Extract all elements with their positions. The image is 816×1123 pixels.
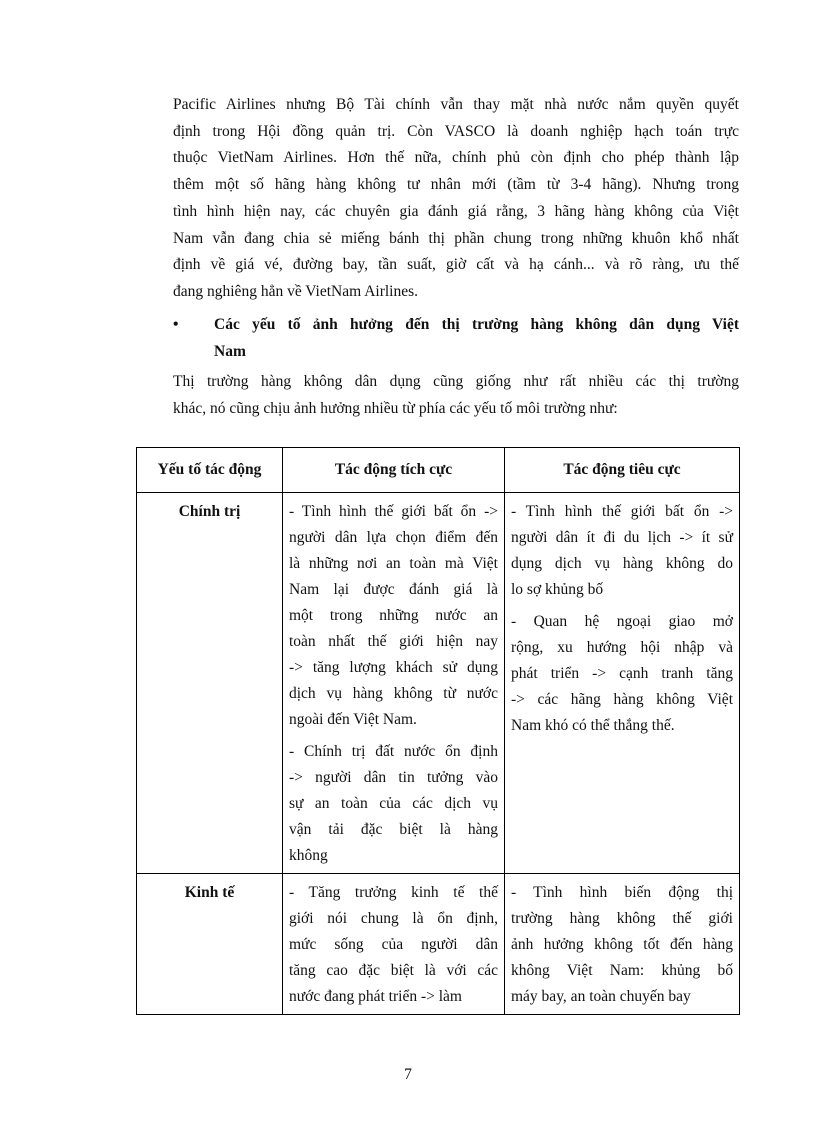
- cell-line: là những nơi an toàn mà Việt: [289, 555, 498, 572]
- cell-line: sự an toàn của các dịch vụ: [289, 795, 498, 812]
- cell-line: rộng, xu hướng hội nhập và: [511, 639, 733, 656]
- cell-line: dịch vụ hàng không từ nước: [289, 685, 498, 702]
- cell-line: ngoài đến Việt Nam.: [289, 711, 417, 728]
- cell-line: toàn nhất thế giới hiện nay: [289, 633, 498, 650]
- cell-line: vận tải đặc biệt là hàng: [289, 821, 498, 838]
- paragraph-line: Nam vẫn đang chia sẻ miếng bánh thị phần chung trong những khuôn khổ nhất: [173, 229, 739, 247]
- cell-line: người dân lựa chọn điểm đến: [289, 529, 498, 546]
- table-row: [137, 493, 740, 874]
- intro-paragraph: [173, 92, 739, 306]
- lead-paragraph: [173, 369, 739, 422]
- header-positive: Tác động tích cực: [283, 448, 505, 493]
- cell-line: người dân ít đi du lịch -> ít sử: [511, 529, 733, 546]
- cell-line: tăng cao đặc biệt là với các: [289, 962, 498, 979]
- bullet-heading-text: [214, 312, 739, 365]
- paragraph-line: định về giá vé, đường bay, tần suất, giờ cất và hạ cánh... và rõ ràng, ưu thế: [173, 256, 739, 274]
- cell-line: - Tình hình biến động thị: [511, 884, 733, 901]
- positive-paragraph: [289, 880, 498, 1010]
- cell-line: mức sống của người dân: [289, 936, 498, 953]
- bullet-line: Các yếu tố ảnh hưởng đến thị trường hàng không dân dụng Việt: [214, 316, 739, 333]
- cell-line: - Chính trị đất nước ổn định: [289, 743, 498, 760]
- positive-cell: [283, 874, 505, 1015]
- cell-line: - Tăng trưởng kinh tế thế: [289, 884, 498, 901]
- negative-paragraph: [511, 880, 733, 1010]
- positive-cell: [283, 493, 505, 874]
- cell-line: không: [289, 847, 328, 864]
- bullet-line: Nam: [214, 342, 246, 360]
- paragraph-line: định trong Hội đồng quản trị. Còn VASCO là doanh nghiệp hạch toán trực: [173, 122, 739, 140]
- paragraph-line: thuộc VietNam Airlines. Hơn thế nữa, chính phủ còn định cho phép thành lập: [173, 149, 739, 167]
- factor-name: Chính trị: [178, 503, 241, 520]
- cell-line: giới nói chung là ổn định,: [289, 910, 498, 927]
- paragraph-line: thêm một số hãng hàng không tư nhân mới (tầm từ 3-4 hãng). Nhưng trong: [173, 176, 739, 194]
- factor-cell: [137, 874, 283, 1015]
- cell-line: Nam khó có thể thắng thế.: [511, 717, 675, 734]
- paragraph-line: khác, nó cũng chịu ảnh hưởng nhiều từ phía các yếu tố môi trường như:: [173, 399, 618, 417]
- cell-line: lo sợ khủng bố: [511, 581, 604, 598]
- cell-line: một trong những nước an: [289, 607, 498, 624]
- cell-line: nước đang phát triển -> làm: [289, 988, 462, 1005]
- cell-line: dụng dịch vụ hàng không do: [511, 555, 733, 572]
- cell-line: phát triển -> cạnh tranh tăng: [511, 665, 733, 682]
- negative-cell: [505, 874, 740, 1015]
- paragraph-line: tình hình hiện nay, các chuyên gia đánh giá rằng, 3 hãng hàng không của Việt: [173, 202, 739, 220]
- header-factor: Yếu tố tác động: [137, 448, 283, 493]
- cell-line: -> các hãng hàng không Việt: [511, 691, 733, 708]
- paragraph-line: Thị trường hàng không dân dụng cũng giống như rất nhiều các thị trường: [173, 373, 739, 390]
- cell-line: -> tăng lượng khách sử dụng: [289, 659, 498, 676]
- table-header-row: [137, 448, 740, 493]
- cell-line: Nam lại được đánh giá là: [289, 581, 498, 598]
- cell-line: - Tình hình thế giới bất ổn ->: [511, 503, 733, 520]
- cell-line: trường hàng không thế giới: [511, 910, 733, 927]
- cell-line: ảnh hưởng không tốt đến hàng: [511, 936, 733, 953]
- page-number: 7: [404, 1066, 412, 1083]
- bullet-icon: •: [173, 316, 179, 333]
- negative-paragraph: [511, 499, 733, 603]
- positive-paragraph: [289, 499, 498, 733]
- negative-paragraph: [511, 609, 733, 739]
- paragraph-line: Pacific Airlines nhưng Bộ Tài chính vẫn thay mặt nhà nước nắm quyền quyết: [173, 96, 739, 113]
- table-row: [137, 874, 740, 1015]
- cell-line: - Quan hệ ngoại giao mở: [511, 613, 733, 630]
- cell-line: - Tình hình thế giới bất ổn ->: [289, 503, 498, 520]
- cell-line: không Việt Nam: khủng bố: [511, 962, 733, 979]
- factor-cell: [137, 493, 283, 874]
- positive-paragraph: [289, 739, 498, 869]
- negative-cell: [505, 493, 740, 874]
- factors-table: [136, 447, 740, 1015]
- factor-name: Kinh tế: [184, 884, 235, 901]
- cell-line: -> người dân tin tưởng vào: [289, 769, 498, 786]
- paragraph-line: đang nghiêng hẳn về VietNam Airlines.: [173, 282, 419, 300]
- header-negative: Tác động tiêu cực: [505, 448, 740, 493]
- cell-line: máy bay, an toàn chuyến bay: [511, 988, 691, 1005]
